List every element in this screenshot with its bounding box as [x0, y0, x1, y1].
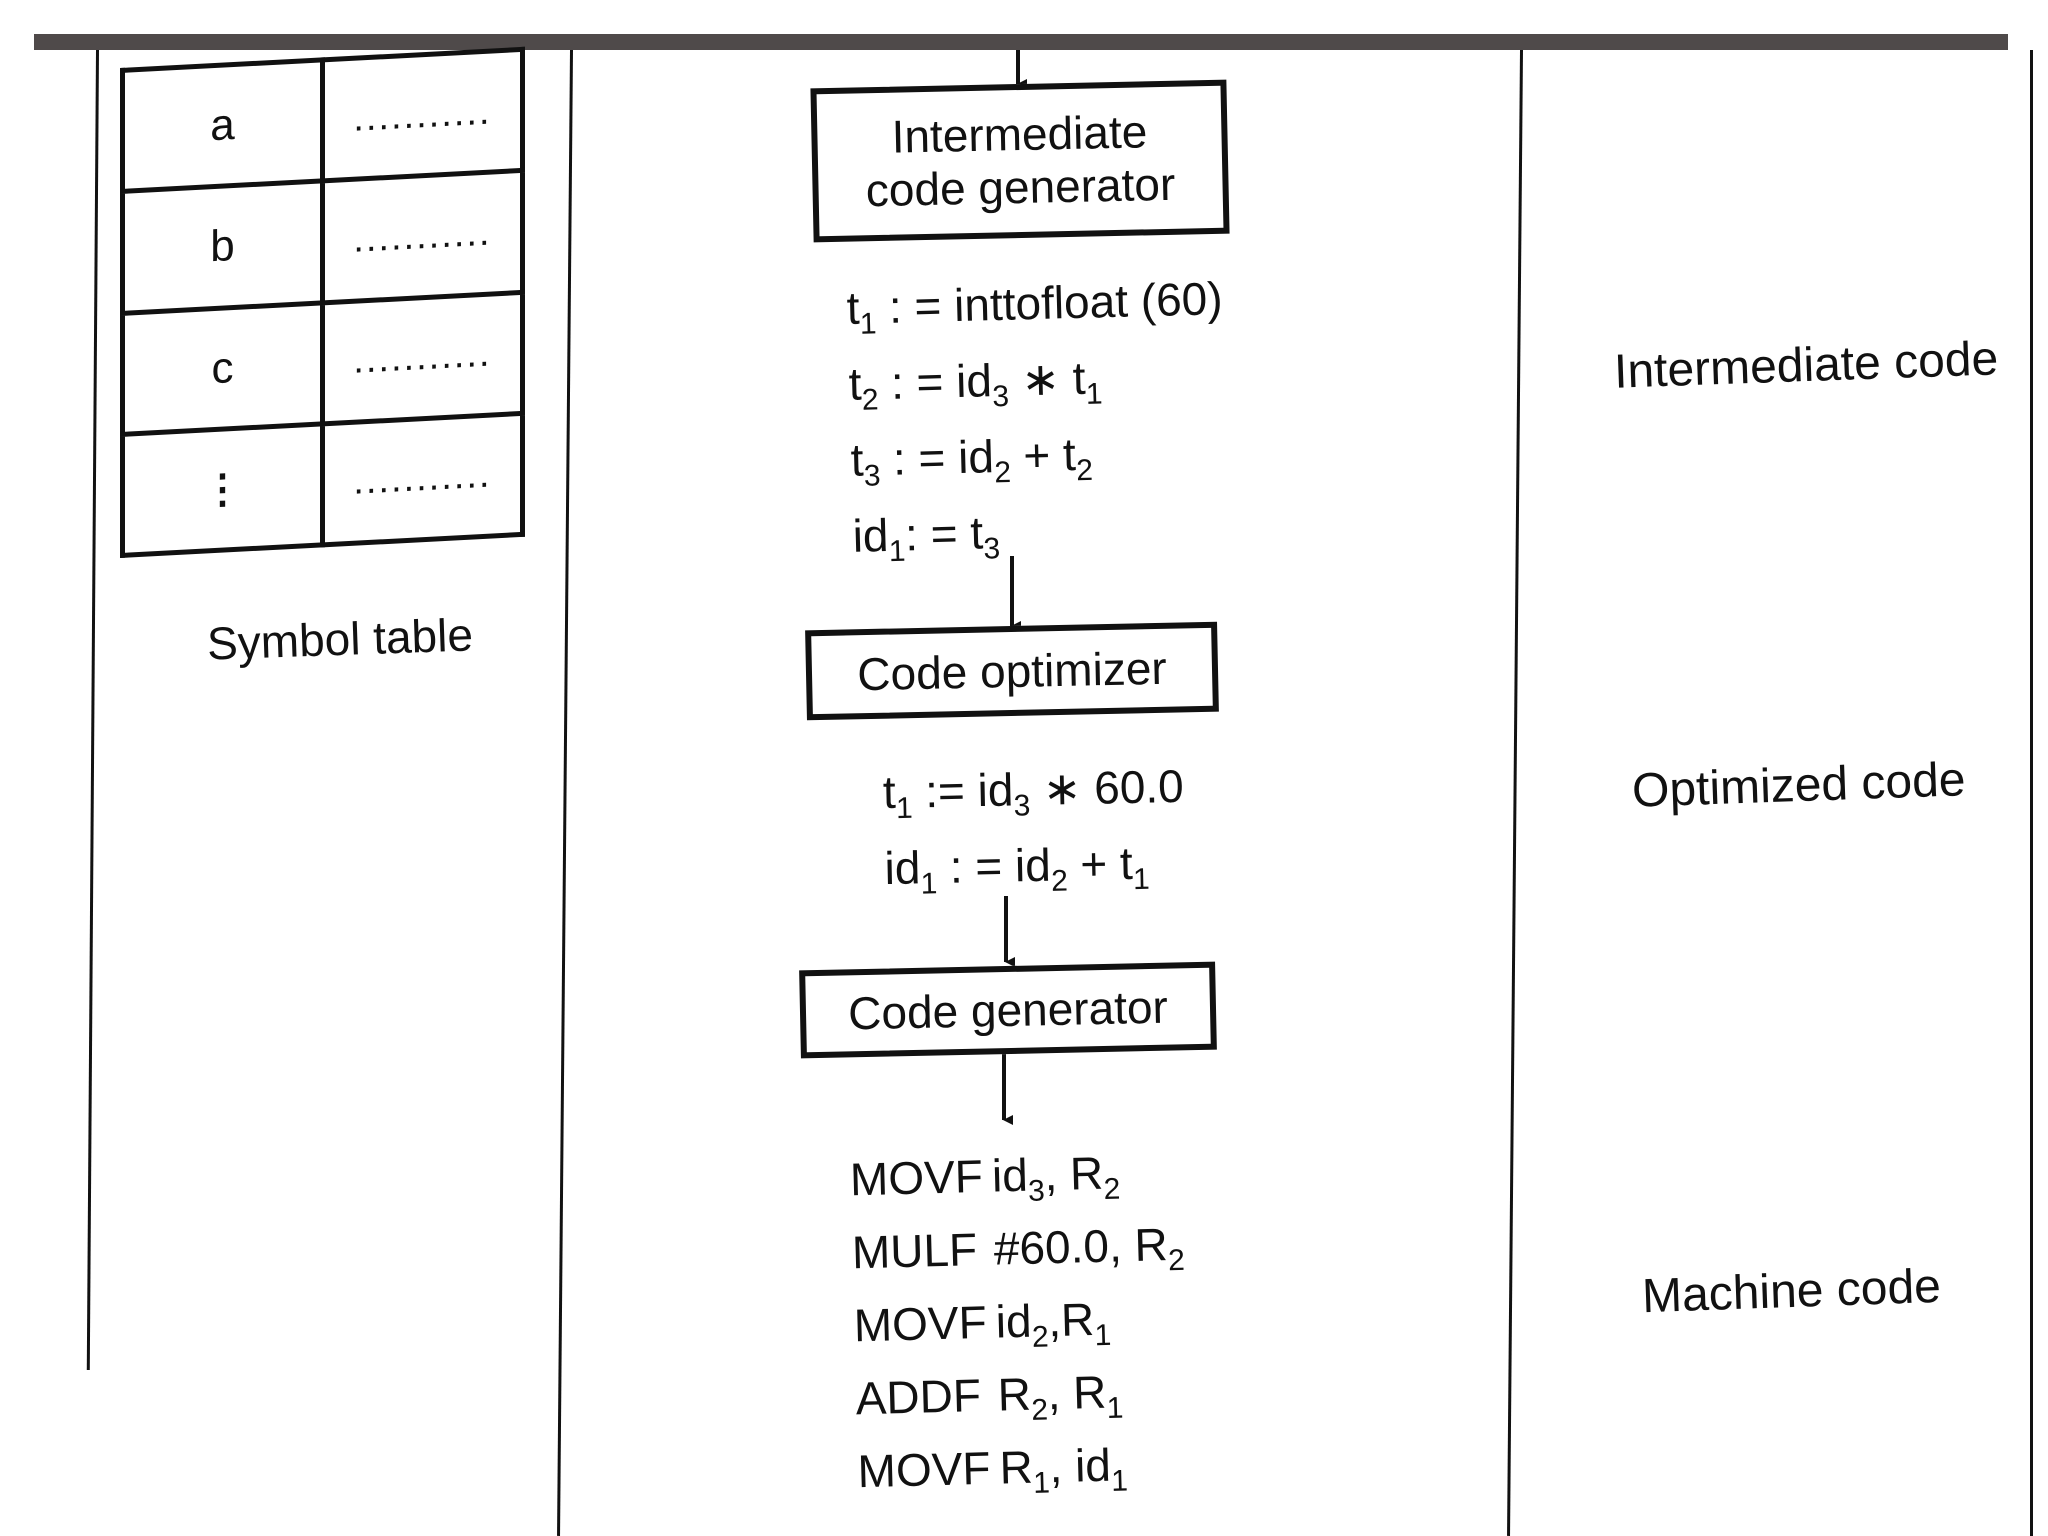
code-line: MOVF $id_3$, $R_2$: [849, 1146, 1121, 1208]
symbol-name: c: [123, 302, 323, 434]
machine-code-block: [849, 1144, 1191, 1518]
right-border-line: [2030, 50, 2033, 1536]
symbol-value: ...........: [323, 171, 523, 303]
intermediate-code-block: [846, 272, 1230, 589]
symbol-value: ...........: [323, 292, 523, 424]
code-line: $t_1$ := $id_3$ ∗ 60.0: [882, 759, 1185, 826]
optimized-code-label: Optimized code: [1631, 753, 1967, 818]
code-line: MOVF $id_2,R_1$: [853, 1293, 1112, 1354]
code-line: $t_1$ : = inttofloat (60): [846, 272, 1224, 341]
symbol-name: ⋮: [123, 424, 323, 556]
left-border-line: [87, 50, 99, 1370]
symbol-table-row: [123, 171, 523, 313]
optimized-code-block: [882, 759, 1186, 921]
code-line: MOVF $R_1$, $id_1$: [856, 1438, 1129, 1500]
top-bar: [34, 34, 2008, 50]
symbol-value: ...........: [323, 49, 523, 181]
code-optimizer-label: Code optimizer: [856, 641, 1168, 700]
code-line: MULF #60.0, $R_2$: [851, 1218, 1186, 1279]
symbol-table-row: [123, 49, 523, 191]
intermediate-code-generator-label: Intermediate code generator: [865, 105, 1176, 217]
code-line: $t_2$ : = $id_3$ ∗ $t_1$: [847, 351, 1103, 417]
code-line: ADDF $R_2$, $R_1$: [855, 1365, 1124, 1427]
code-optimizer-box: [805, 622, 1219, 721]
code-line: $t_3$ : = $id_2 + t_2$: [849, 428, 1094, 493]
code-line: $id_1$ : = $id_2 + t_1$: [883, 836, 1151, 901]
symbol-table-row: [123, 292, 523, 434]
column-divider-right: [1507, 50, 1523, 1536]
symbol-name: b: [123, 181, 323, 313]
symbol-table-caption: Symbol table: [206, 608, 474, 670]
code-line: $id_1$: = $t_3$: [851, 506, 1001, 569]
intermediate-code-generator-box: [810, 80, 1229, 243]
symbol-name: a: [123, 60, 323, 192]
column-divider-left: [557, 50, 573, 1536]
intermediate-code-label: Intermediate code: [1613, 332, 2000, 399]
symbol-table-row: [123, 413, 523, 555]
symbol-table: [120, 47, 525, 558]
symbol-value: ...........: [323, 413, 523, 545]
machine-code-label: Machine code: [1641, 1259, 1942, 1324]
code-generator-label: Code generator: [847, 980, 1169, 1039]
code-generator-box: [799, 962, 1217, 1059]
